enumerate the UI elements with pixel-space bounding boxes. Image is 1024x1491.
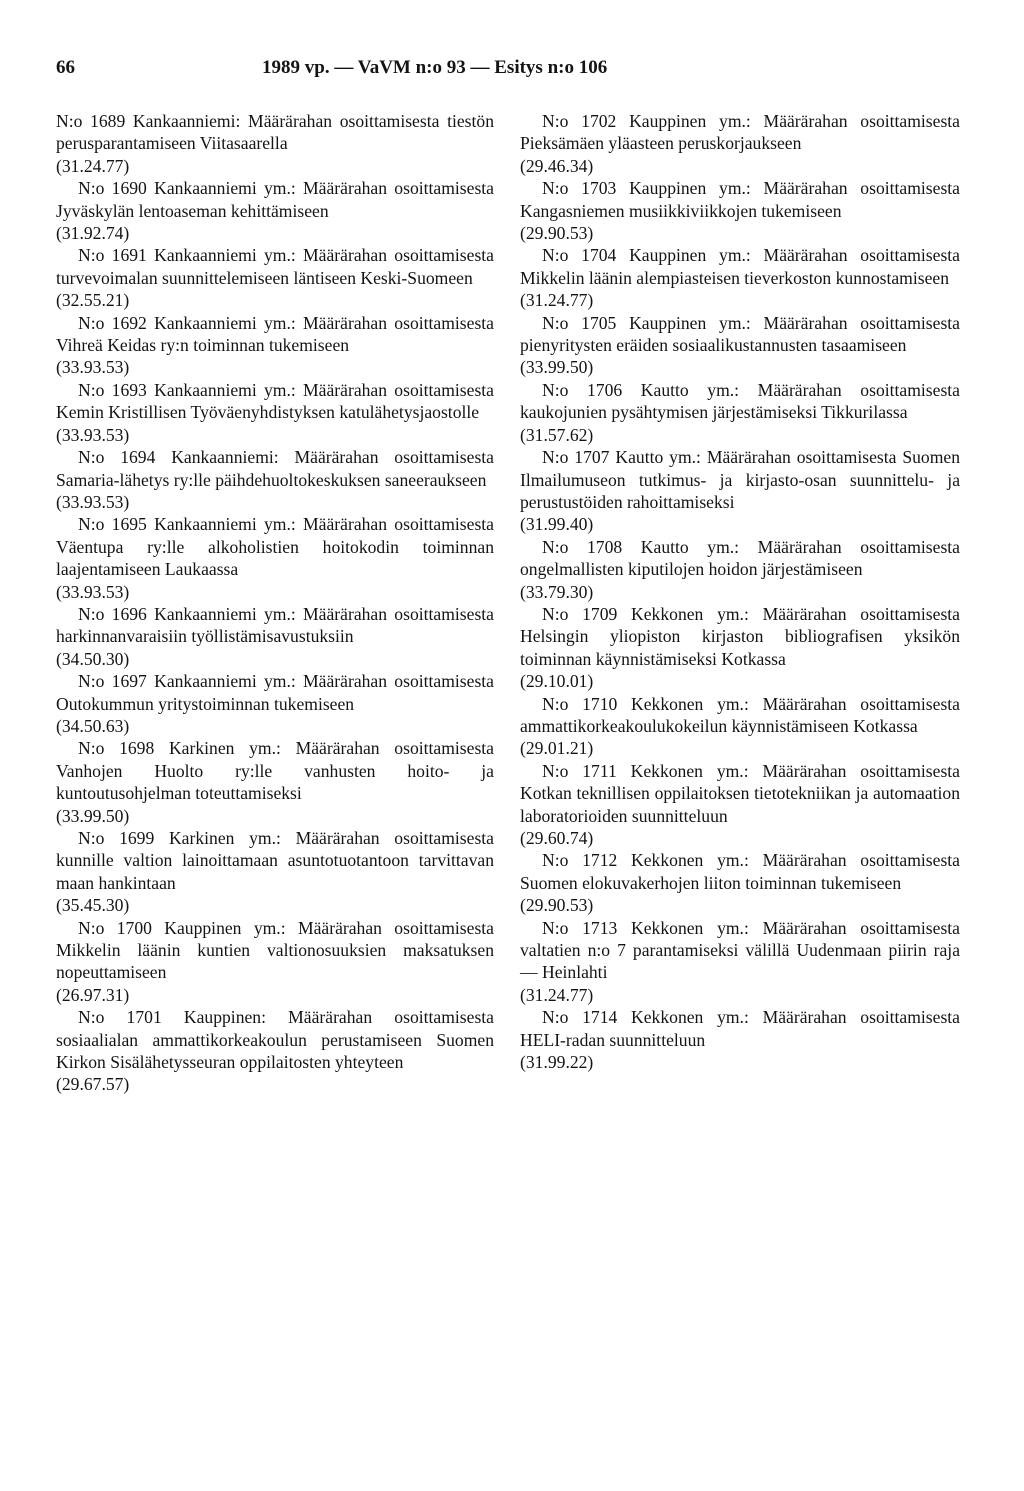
budget-code: (33.79.30): [520, 581, 594, 602]
entry-text: N:o 1689 Kankaanniemi: Määrärahan osoittamisesta tiestön perusparantamiseen Viitasaarella: [56, 111, 494, 154]
entry-text: N:o 1708 Kautto ym.: Määrärahan osoittamisesta ongelmallisten kiputilojen hoidon järjestämiseen: [520, 536, 960, 580]
list-item: [520, 917, 960, 1007]
budget-code: (33.93.53): [56, 581, 130, 602]
budget-code: (31.99.22): [520, 1052, 594, 1073]
entry-text: N:o 1695 Kankaanniemi ym.: Määrärahan osoittamisesta Väentupa ry:lle alkoholistien hoitokodin toiminnan laajentamiseen Laukaassa: [56, 514, 494, 580]
budget-code: (35.45.30): [56, 895, 130, 916]
entry-text: N:o 1703 Kauppinen ym.: Määrärahan osoittamisesta Kangasniemen musiikkiviikkojen tukemiseen: [520, 178, 960, 221]
entry-text: N:o 1705 Kauppinen ym.: Määrärahan osoittamisesta pienyritysten eräiden sosiaalikustannusten tasaamiseen: [520, 312, 960, 356]
list-item: [520, 312, 960, 379]
budget-code: (33.99.50): [56, 805, 130, 826]
budget-code: (33.93.53): [56, 424, 130, 445]
list-item: [56, 603, 494, 670]
entry-text: N:o 1698 Karkinen ym.: Määrärahan osoittamisesta Vanhojen Huolto ry:lle vanhusten hoito- ja kuntoutusohjelman toteuttamiseksi: [56, 738, 494, 804]
entry-text: N:o 1706 Kautto ym.: Määrärahan osoittamisesta kaukojunien pysähtymisen järjestämiseksi Tikkurilassa: [520, 379, 960, 423]
budget-code: (29.90.53): [520, 223, 594, 244]
list-item: [520, 244, 960, 311]
page-number: 66: [56, 57, 75, 78]
list-item: [56, 670, 494, 737]
budget-code: (29.46.34): [520, 155, 594, 176]
running-title: 1989 vp. — VaVM n:o 93 — Esitys n:o 106: [262, 57, 608, 78]
budget-code: (31.24.77): [520, 984, 594, 1005]
entry-text: N:o 1702 Kauppinen ym.: Määrärahan osoittamisesta Pieksämäen yläasteen peruskorjaukseen: [520, 111, 960, 154]
budget-code: (29.10.01): [520, 671, 594, 692]
list-item: [520, 110, 960, 177]
budget-code: (29.60.74): [520, 828, 594, 848]
budget-code: (33.99.50): [520, 357, 594, 378]
budget-code: (31.92.74): [56, 223, 130, 244]
entry-text: N:o 1699 Karkinen ym.: Määrärahan osoittamisesta kunnille valtion lainoittamaan asuntotuotantoon tarvittavan maan hankintaan: [56, 828, 494, 893]
list-item: [520, 603, 960, 693]
list-item: [520, 760, 960, 850]
entry-text: N:o 1700 Kauppinen ym.: Määrärahan osoittamisesta Mikkelin läänin kuntien valtionosuuksien maksatuksen nopeuttamiseen: [56, 917, 494, 983]
list-item: [56, 827, 494, 917]
left-column: [56, 110, 494, 1096]
entry-text: N:o 1701 Kauppinen: Määrärahan osoittamisesta sosiaalialan ammattikorkeakoulun perustamiseen Suomen Kirkon Sisälähetysseuran oppilaitosten yhteyteen: [56, 1007, 494, 1073]
list-item: [520, 379, 960, 446]
budget-code: (31.24.77): [520, 290, 594, 311]
list-item: [56, 177, 494, 244]
entry-text: N:o 1709 Kekkonen ym.: Määrärahan osoittamisesta Helsingin yliopiston kirjaston bibliografisen yksikön toiminnan käynnistämiseksi Kotkassa: [520, 603, 960, 669]
budget-code: (31.57.62): [520, 424, 594, 445]
list-item: [56, 737, 494, 827]
entry-text: N:o 1692 Kankaanniemi ym.: Määrärahan osoittamisesta Vihreä Keidas ry:n toiminnan tukemiseen: [56, 312, 494, 356]
budget-code: (34.50.30): [56, 648, 130, 669]
entry-text: N:o 1697 Kankaanniemi ym.: Määrärahan osoittamisesta Outokummun yritystoiminnan tukemiseen: [56, 671, 494, 714]
budget-code: (33.93.53): [56, 491, 130, 512]
entry-text: N:o 1690 Kankaanniemi ym.: Määrärahan osoittamisesta Jyväskylän lentoaseman kehittämiseen: [56, 178, 494, 221]
entry-text: N:o 1710 Kekkonen ym.: Määrärahan osoittamisesta ammattikorkeakoulukokeilun käynnistämiseen Kotkassa: [520, 693, 960, 736]
entry-text: N:o 1693 Kankaanniemi ym.: Määrärahan osoittamisesta Kemin Kristillisen Työväenyhdistyksen katulähetysjaostolle: [56, 379, 494, 423]
budget-code: (26.97.31): [56, 984, 130, 1005]
budget-code: (31.24.77): [56, 155, 130, 176]
list-item: [56, 917, 494, 1007]
entry-text: N:o 1707 Kautto ym.: Määrärahan osoittamisesta Suomen Ilmailumuseon tutkimus- ja kirjasto-osan suunnittelu- ja perustustöiden rahoittamiseksi: [520, 447, 960, 512]
list-item: [56, 379, 494, 446]
list-item: [520, 849, 960, 916]
list-item: [56, 1006, 494, 1096]
list-item: [56, 513, 494, 603]
list-item: [520, 693, 960, 760]
entry-text: N:o 1696 Kankaanniemi ym.: Määrärahan osoittamisesta harkinnanvaraisiin työllistämisavustuksiin: [56, 603, 494, 647]
list-item: [56, 446, 494, 513]
budget-code: (34.50.63): [56, 715, 130, 736]
budget-code: (32.55.21): [56, 290, 130, 311]
entry-text: N:o 1711 Kekkonen ym.: Määrärahan osoittamisesta Kotkan teknillisen oppilaitoksen tietotekniikan ja automaation laboratorioiden suunnitteluun: [520, 760, 960, 826]
budget-code: (29.67.57): [56, 1074, 130, 1095]
list-item: [56, 312, 494, 379]
entry-text: N:o 1714 Kekkonen ym.: Määrärahan osoittamisesta HELI-radan suunnitteluun: [520, 1007, 960, 1050]
entry-text: N:o 1704 Kauppinen ym.: Määrärahan osoittamisesta Mikkelin läänin alempiasteisen tieverkoston kunnostamiseen: [520, 245, 960, 288]
entry-text: N:o 1712 Kekkonen ym.: Määrärahan osoittamisesta Suomen elokuvakerhojen liiton toiminnan tukemiseen: [520, 850, 960, 893]
list-item: [520, 177, 960, 244]
list-item: [520, 1006, 960, 1073]
list-item: [56, 244, 494, 311]
list-item: [56, 110, 494, 177]
list-item: [520, 536, 960, 603]
budget-code: (29.90.53): [520, 895, 594, 916]
budget-code: (29.01.21): [520, 738, 594, 759]
budget-code: (31.99.40): [520, 514, 594, 535]
budget-code: (33.93.53): [56, 357, 130, 378]
right-column: [520, 110, 960, 1073]
entry-text: N:o 1691 Kankaanniemi ym.: Määrärahan osoittamisesta turvevoimalan suunnittelemiseen läntiseen Keski-Suomeen: [56, 245, 494, 288]
entry-text: N:o 1694 Kankaanniemi: Määrärahan osoittamisesta Samaria-lähetys ry:lle päihdehuoltokeskuksen saneeraukseen: [56, 447, 494, 490]
list-item: [520, 446, 960, 536]
entry-text: N:o 1713 Kekkonen ym.: Määrärahan osoittamisesta valtatien n:o 7 parantamiseksi välillä Uudenmaan piirin raja — Heinlahti: [520, 917, 960, 983]
